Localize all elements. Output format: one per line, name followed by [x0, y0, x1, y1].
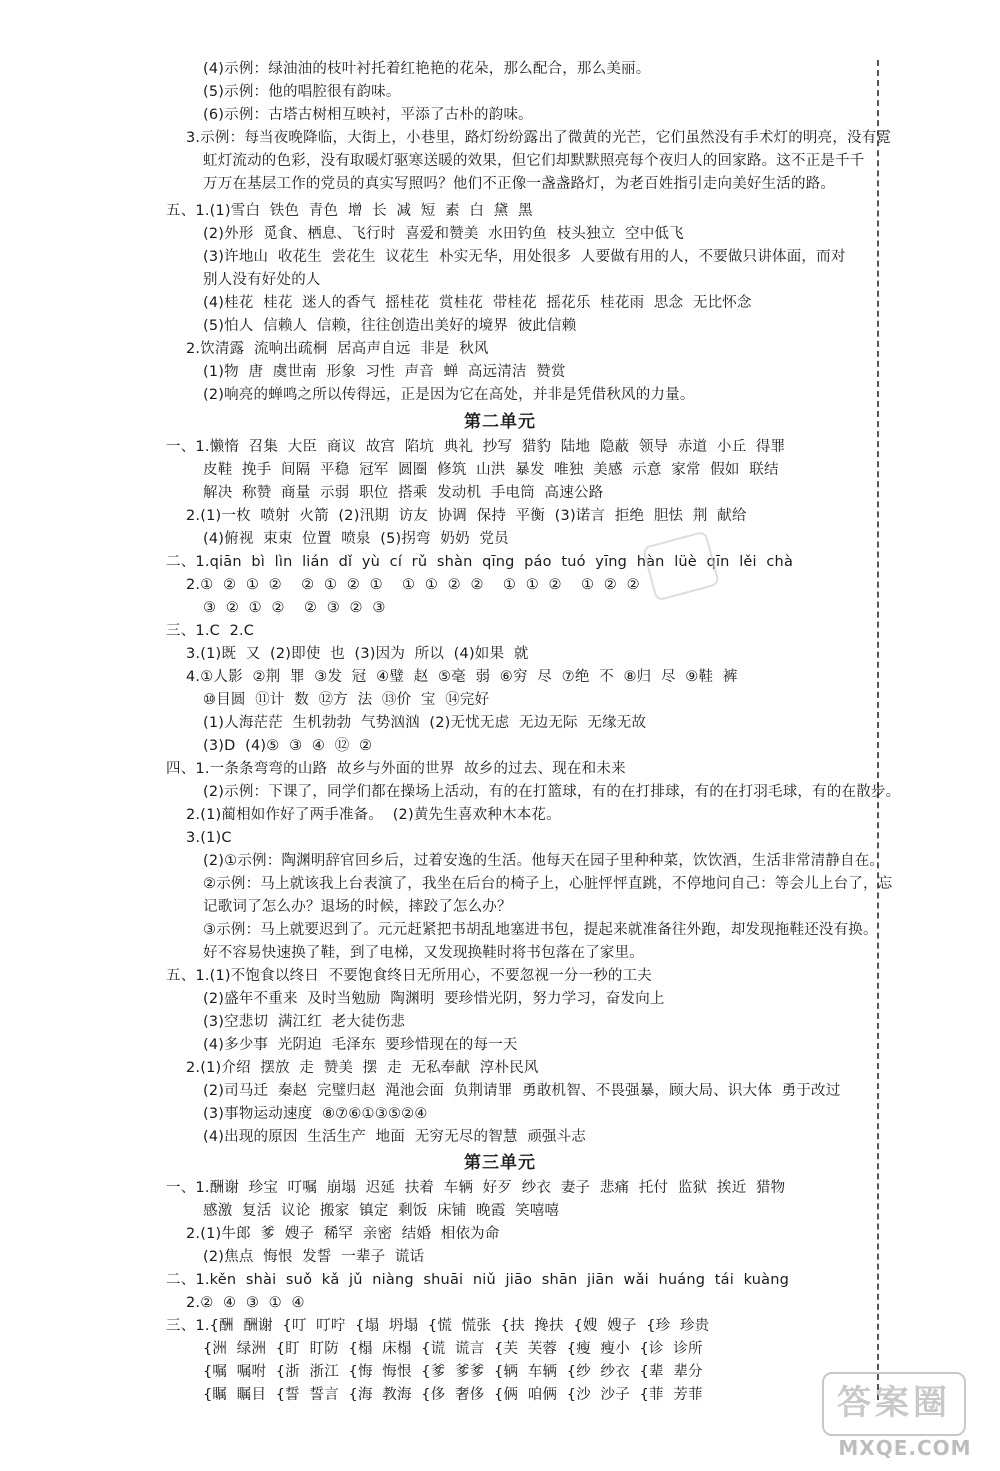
text-line: (1)人海茫茫 生机勃勃 气势汹汹 (2)无忧无虑 无边无际 无缘无故 [203, 715, 647, 731]
binding-margin-rule [877, 60, 879, 1400]
text-line: 一、1.懒惰 召集 大臣 商议 故宫 陷坑 典礼 抄写 猎豹 陆地 隐蔽 领导 赤道 小丘 得罪 [166, 439, 786, 455]
text-line: 三、1.C 2.C [166, 623, 255, 639]
text-line: 好不容易快速换了鞋，到了电梯，又发现换鞋时将书包落在了家里。 [203, 945, 644, 961]
text-line: (5)怕人 信赖人 信赖，往往创造出美好的境界 彼此信赖 [203, 318, 577, 334]
text-line: 2.(1)蔺相如作好了两手准备。 (2)黄先生喜欢种木本花。 [186, 807, 561, 823]
text-line: (5)示例：他的唱腔很有韵味。 [203, 84, 401, 100]
text-line: 一、1.酬谢 珍宝 叮嘱 崩塌 迟延 扶着 车辆 好歹 纱衣 妻子 悲痛 托付 监狱 挨近 猎物 [166, 1180, 786, 1196]
text-line: ③ ② ① ② ② ③ ② ③ [203, 600, 386, 616]
text-line: (4)俯视 束束 位置 喷泉 (5)拐弯 奶奶 党员 [203, 531, 509, 547]
text-line: 皮鞋 挽手 间隔 平稳 冠军 圆圈 修筑 山洪 暴发 唯独 美感 示意 家常 假如 联结 [203, 462, 779, 478]
text-line: 2.① ② ① ② ② ① ② ① ① ① ② ② ① ① ② ① ② ② [186, 577, 640, 593]
text-line: (2)盛年不重来 及时当勉励 陶渊明 要珍惜光阴，努力学习，奋发向上 [203, 991, 665, 1007]
text-line: (2)外形 觅食、栖息、飞行时 喜爱和赞美 水田钓鱼 枝头独立 空中低飞 [203, 226, 684, 242]
text-line: (3)许地山 收花生 尝花生 议花生 朴实无华，用处很多 人要做有用的人，不要做只讲体面，而对 [203, 249, 846, 265]
faint-stamp-mark [642, 530, 720, 601]
text-line: (2)示例：下课了，同学们都在操场上活动，有的在打篮球，有的在打排球，有的在打羽毛球，有的在散步。 [203, 784, 901, 800]
text-line: (2)司马迁 秦赵 完璧归赵 渑池会面 负荆请罪 勇敢机智、不畏强暴，顾大局、识大体 勇于改过 [203, 1083, 841, 1099]
watermark-url: MXQE.COM [838, 1436, 972, 1460]
text-line: 解决 称赞 商量 示弱 职位 搭乘 发动机 手电筒 高速公路 [203, 485, 604, 501]
text-line: 别人没有好处的人 [203, 272, 321, 288]
text-line: ⑩目圆 ⑪计 数 ⑫方 法 ⑬价 宝 ⑭完好 [203, 692, 490, 708]
text-line: 3.(1)C [186, 830, 232, 846]
text-line: (2)①示例：陶渊明辞官回乡后，过着安逸的生活。他每天在园子里种种菜，饮饮酒，生活非常清静自在。 [203, 853, 885, 869]
text-line: (3)空悲切 满江红 老大徒伤悲 [203, 1014, 406, 1030]
text-line: 3.(1)既 又 (2)即使 也 (3)因为 所以 (4)如果 就 [186, 646, 529, 662]
text-line: 感激 复活 议论 搬家 镇定 剩饭 床铺 晚霞 笑嘻嘻 [203, 1203, 560, 1219]
text-line: (6)示例：古塔古树相互映衬，平添了古朴的韵味。 [203, 107, 533, 123]
text-line: (2)响亮的蝉鸣之所以传得远，正是因为它在高处，并非是凭借秋风的力量。 [203, 387, 695, 403]
text-line: 记歌词了怎么办？退场的时候，摔跤了怎么办？ [203, 899, 512, 915]
text-line: 2.(1)牛郎 爹 嫂子 稀罕 亲密 结婚 相依为命 [186, 1226, 500, 1242]
text-line: {洲 绿洲 {盯 盯防 {榻 床榻 {谎 谎言 {芙 芙蓉 {瘦 瘦小 {诊 诊所 [203, 1341, 703, 1357]
text-line: (1)物 唐 虞世南 形象 习性 声音 蝉 高远清洁 赞赏 [203, 364, 566, 380]
text-line: ③示例：马上就要迟到了。元元赶紧把书胡乱地塞进书包，提起来就准备往外跑，却发现拖鞋还没有换。 [203, 922, 878, 938]
text-line: 四、1.一条条弯弯的山路 故乡与外面的世界 故乡的过去、现在和未来 [166, 761, 626, 777]
text-line: (4)出现的原因 生活生产 地面 无穷无尽的智慧 顽强斗志 [203, 1129, 587, 1145]
text-line: (4)桂花 桂花 迷人的香气 摇桂花 赏桂花 带桂花 摇花乐 桂花雨 思念 无比怀念 [203, 295, 752, 311]
text-line: (3)事物运动速度 ⑧⑦⑥①③⑤②④ [203, 1106, 428, 1122]
text-line: 4.①人影 ②荆 罪 ③发 冠 ④璧 赵 ⑤毫 弱 ⑥穷 尽 ⑦绝 不 ⑧归 尽 ⑨鞋 裤 [186, 669, 738, 685]
text-line: 2.饮清露 流响出疏桐 居高声自远 非是 秋风 [186, 341, 489, 357]
text-line: 2.② ④ ③ ① ④ [186, 1295, 305, 1311]
text-line: {嘱 嘱咐 {浙 浙江 {悔 悔恨 {爹 爹爹 {辆 车辆 {纱 纱衣 {辈 辈分 [203, 1364, 703, 1380]
text-line: 3.示例：每当夜晚降临，大街上，小巷里，路灯纷纷露出了微黄的光芒，它们虽然没有手术灯的明亮，没有霓 [186, 130, 892, 146]
watermark-logo: 答案圈 [822, 1372, 966, 1436]
text-line: 2.(1)一枚 喷射 火箭 (2)汛期 访友 协调 保持 平衡 (3)诺言 拒绝 胆怯 荆 献给 [186, 508, 747, 524]
text-line: 五、1.(1)雪白 铁色 青色 增 长 减 短 素 白 黛 黑 [166, 203, 533, 219]
text-line: 二、1.kěn shài suǒ kǎ jǔ niàng shuāi niǔ jiāo shān jiān wǎi huáng tái kuàng [166, 1272, 790, 1288]
section-heading: 第三单元 [464, 1153, 536, 1173]
text-line: (2)焦点 悔恨 发誓 一辈子 谎话 [203, 1249, 425, 1265]
text-line: 二、1.qiān bì lìn lián dǐ yù cí rǔ shàn qīng páo tuó yīng hàn lüè qīn lěi chà [166, 554, 794, 570]
text-line: (4)示例：绿油油的枝叶衬托着红艳艳的花朵，那么配合，那么美丽。 [203, 61, 651, 77]
text-line: ②示例：马上就该我上台表演了，我坐在后台的椅子上，心脏怦怦直跳，不停地问自己：等会儿上台了，忘 [203, 876, 893, 892]
text-line: (4)多少事 光阴迫 毛泽东 要珍惜现在的每一天 [203, 1037, 518, 1053]
text-line: 虹灯流动的色彩，没有取暖灯驱寒送暖的效果，但它们却默默照亮每个夜归人的回家路。这不正是千千 [203, 153, 865, 169]
text-line: 2.(1)介绍 摆放 走 赞美 摆 走 无私奉献 淳朴民风 [186, 1060, 539, 1076]
text-line: {瞩 瞩目 {誓 誓言 {海 教海 {侈 奢侈 {俩 咱俩 {沙 沙子 {菲 芳菲 [203, 1387, 703, 1403]
text-line: 五、1.(1)不饱食以终日 不要饱食终日无所用心，不要忽视一分一秒的工夫 [166, 968, 652, 984]
text-line: 万万在基层工作的党员的真实写照吗？他们不正像一盏盏路灯，为老百姓指引走向美好生活的路。 [203, 176, 836, 192]
text-line: 三、1.{酬 酬谢 {叮 叮咛 {塌 坍塌 {慌 慌张 {扶 搀扶 {嫂 嫂子 {珍 珍贵 [166, 1318, 710, 1334]
text-line: (3)D (4)⑤ ③ ④ ⑫ ② [203, 738, 373, 754]
section-heading: 第二单元 [464, 412, 536, 432]
